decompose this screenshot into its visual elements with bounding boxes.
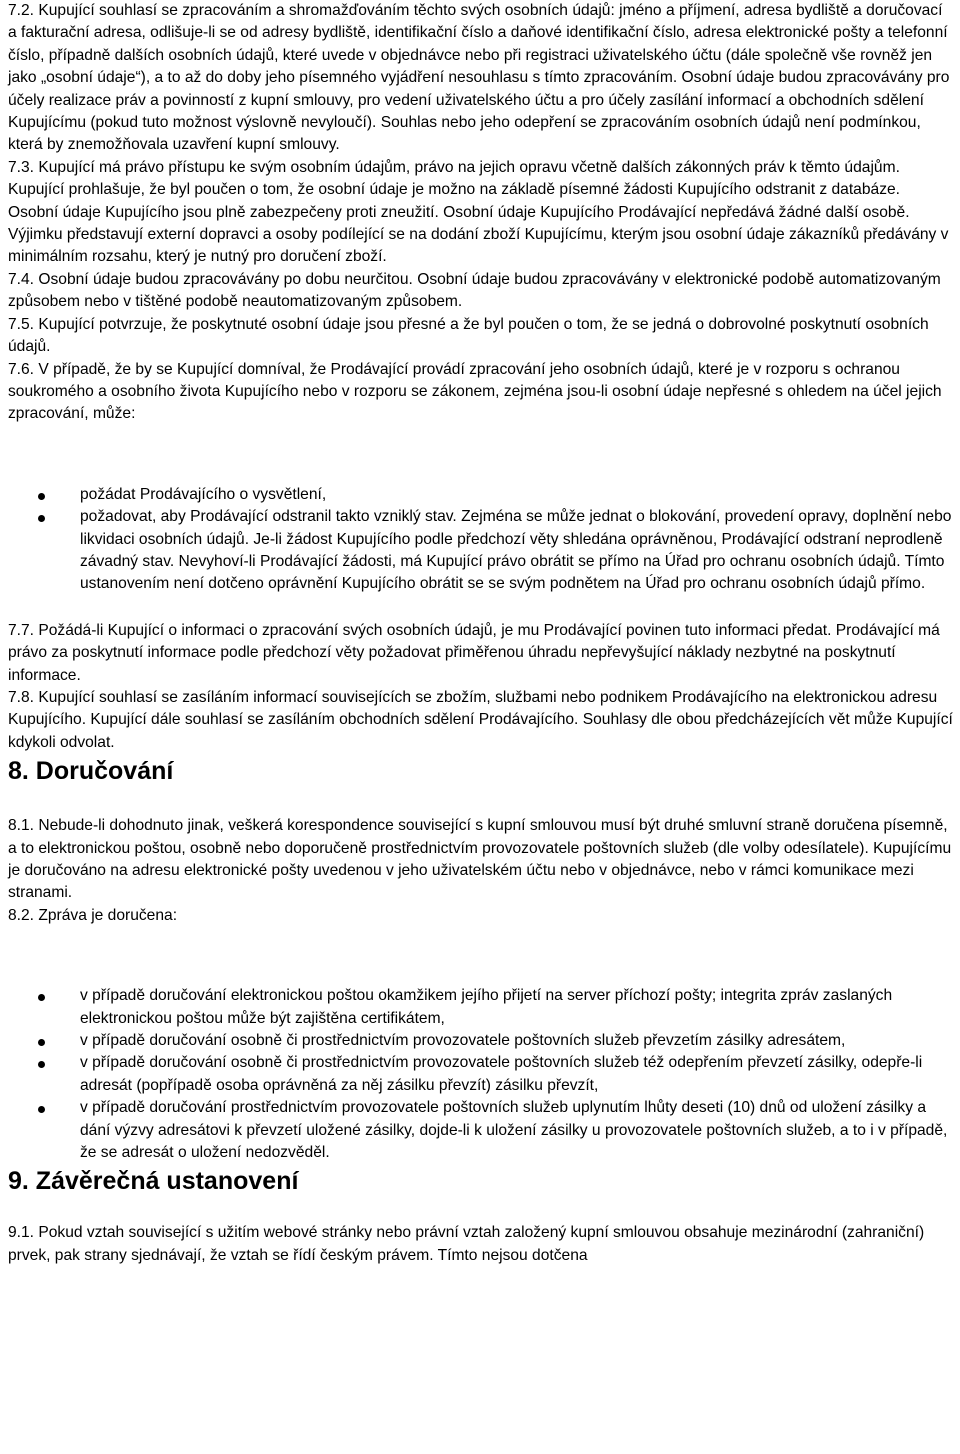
bullet-icon <box>38 994 45 1001</box>
list-item <box>8 985 954 1030</box>
bullet-list-7-6 <box>8 484 954 596</box>
bullet-icon <box>38 515 45 522</box>
section-heading-9: 9. Závěrečná ustanovení <box>8 1167 299 1196</box>
bullet-icon <box>38 1106 45 1113</box>
list-item-text: v případě doručování osobně či prostřednictvím provozovatele poštovních služeb též odepřením převzetí zásilky, odepře-li adresát (popřípadě osoba oprávněná za něj zásilku převzít) zásilku převzít, <box>80 1054 923 1094</box>
paragraph-9-1: 9.1. Pokud vztah související s užitím webové stránky nebo právní vztah založený kupní smlouvou obsahuje mezinárodní (zahraniční) prvek, pak strany sjednávají, že vztah se řídí českým právem. Tímto nejsou dotčena <box>8 1224 925 1264</box>
list-item <box>8 1052 954 1097</box>
paragraph-7-8: 7.8. Kupující souhlasí se zasíláním informací souvisejících se zbožím, službami nebo podnikem Prodávajícího na elektronickou adresu Kupujícího. Kupující dále souhlasí se zasíláním obchodních sdělení Prodávajícího. Souhlasy dle obou předcházejících vět může Kupující kdykoli odvolat. <box>8 688 953 751</box>
list-item-text: v případě doručování elektronickou poštou okamžikem jejího přijetí na server příchozí pošty; integrita zpráv zaslaných elektronickou poštou může být zajištěna certifikátem, <box>80 987 893 1027</box>
paragraph-7-6: 7.6. V případě, že by se Kupující domníval, že Prodávající provádí zpracování jeho osobních údajů, které je v rozporu s ochranou soukromého a osobního života Kupujícího nebo v rozporu se zákonem, zejména jsou-li osobní údaje nepřesné s ohledem na účel jejich zpracování, může: <box>8 360 942 423</box>
bullet-icon <box>38 1039 45 1046</box>
list-item <box>8 1097 954 1164</box>
paragraph-7-5: 7.5. Kupující potvrzuje, že poskytnuté osobní údaje jsou přesné a že byl poučen o tom, že se jedná o dobrovolné poskytnutí osobních údajů. <box>8 315 929 356</box>
list-item-text: v případě doručování prostřednictvím provozovatele poštovních služeb uplynutím lhůty deseti (10) dnů od uložení zásilky a dání výzvy adresátovi k převzetí uložené zásilky, dojde-li k uložení zásilky u provozovatele poštovních služeb, a to i v případě, že se adresát o uložení nedozvěděl. <box>80 1099 948 1162</box>
document-page <box>8 0 954 1267</box>
paragraph-8-2: 8.2. Zpráva je doručena: <box>8 906 178 924</box>
paragraph-7-2: 7.2. Kupující souhlasí se zpracováním a shromažďováním těchto svých osobních údajů: jméno a příjmení, adresa bydliště a doručovací a fakturační adresa, odlišuje-li se od adresy bydliště, identifikační číslo a daňové identifikační číslo, adresa elektronické pošty a telefonní číslo, případně dalších osobních údajů, které uvede v objednávce nebo při registraci uživatelského účtu (dále společně vše rovněž jen jako „osobní údaje“), a to až do doby jeho písemného vyjádření nesouhlasu s tímto zpracováním. Osobní údaje budou zpracovávány pro účely realizace práv a povinností z kupní smlouvy, pro vedení uživatelského účtu a pro účely zasílání informací a obchodních sdělení Kupujícímu (pokud tuto možnost výslovně nevyloučí). Souhlas nebo jeho odepření se zpracováním osobních údajů není podmínkou, která by znemožňovala uzavření kupní smlouvy. <box>8 2 950 154</box>
paragraph-7-4: 7.4. Osobní údaje budou zpracovávány po dobu neurčitou. Osobní údaje budou zpracovávány v elektronické podobě automatizovaným způsobem nebo v tištěné podobě neautomatizovaným způsobem. <box>8 270 941 311</box>
list-item <box>8 484 954 506</box>
paragraph-7-3: 7.3. Kupující má právo přístupu ke svým osobním údajům, právo na jejich opravu včetně dalších zákonných práv k těmto údajům. Kupující prohlašuje, že byl poučen o tom, že osobní údaje je možno na základě písemné žádosti Kupujícího odstranit z databáze. Osobní údaje Kupujícího jsou plně zabezpečeny proti zneužití. Osobní údaje Kupujícího Prodávající nepředává žádné další osobě. Výjimku představují externí dopravci a osoby podílející se na dodání zboží Kupujícímu, kterým jsou osobní údaje zákazníků předávány v minimálním rozsahu, který je nutný pro doručení zboží. <box>8 158 949 266</box>
paragraph-8-1: 8.1. Nebude-li dohodnuto jinak, veškerá korespondence související s kupní smlouvou musí být druhé smluvní straně doručena písemně, a to elektronickou poštou, osobně nebo doporučeně prostřednictvím provozovatele poštovních služeb (dle volby odesílatele). Kupujícímu je doručováno na adresu elektronické pošty uvedenou v jeho uživatelském účtu nebo v objednávce, nebo v rámci komunikace mezi stranami. <box>8 817 952 902</box>
paragraph-7-7: 7.7. Požádá-li Kupující o informaci o zpracování svých osobních údajů, je mu Prodávající povinen tuto informaci předat. Prodávající má právo za poskytnutí informace podle předchozí věty požadovat přiměřenou úhradu nepřevyšující náklady nezbytné na poskytnutí informace. <box>8 621 940 684</box>
list-item <box>8 1030 954 1052</box>
list-item-text: v případě doručování osobně či prostřednictvím provozovatele poštovních služeb převzetím zásilky adresátem, <box>80 1032 846 1050</box>
bullet-icon <box>38 1061 45 1068</box>
list-item-text: požádat Prodávajícího o vysvětlení, <box>80 485 327 503</box>
section-heading-8: 8. Doručování <box>8 757 174 786</box>
bullet-list-8-2 <box>8 985 954 1164</box>
bullet-icon <box>38 493 45 500</box>
list-item-text: požadovat, aby Prodávající odstranil takto vzniklý stav. Zejména se může jednat o blokování, provedení opravy, doplnění nebo likvidaci osobních údajů. Je-li žádost Kupujícího podle předchozí věty shledána oprávněnou, Prodávající odstraní neprodleně závadný stav. Nevyhoví-li Prodávající žádosti, má Kupující právo obrátit se přímo na Úřad pro ochranu osobních údajů. Tímto ustanovením není dotčeno oprávnění Kupujícího obrátit se se svým podnětem na Úřad pro ochranu osobních údajů přímo. <box>80 508 952 593</box>
list-item <box>8 506 954 596</box>
